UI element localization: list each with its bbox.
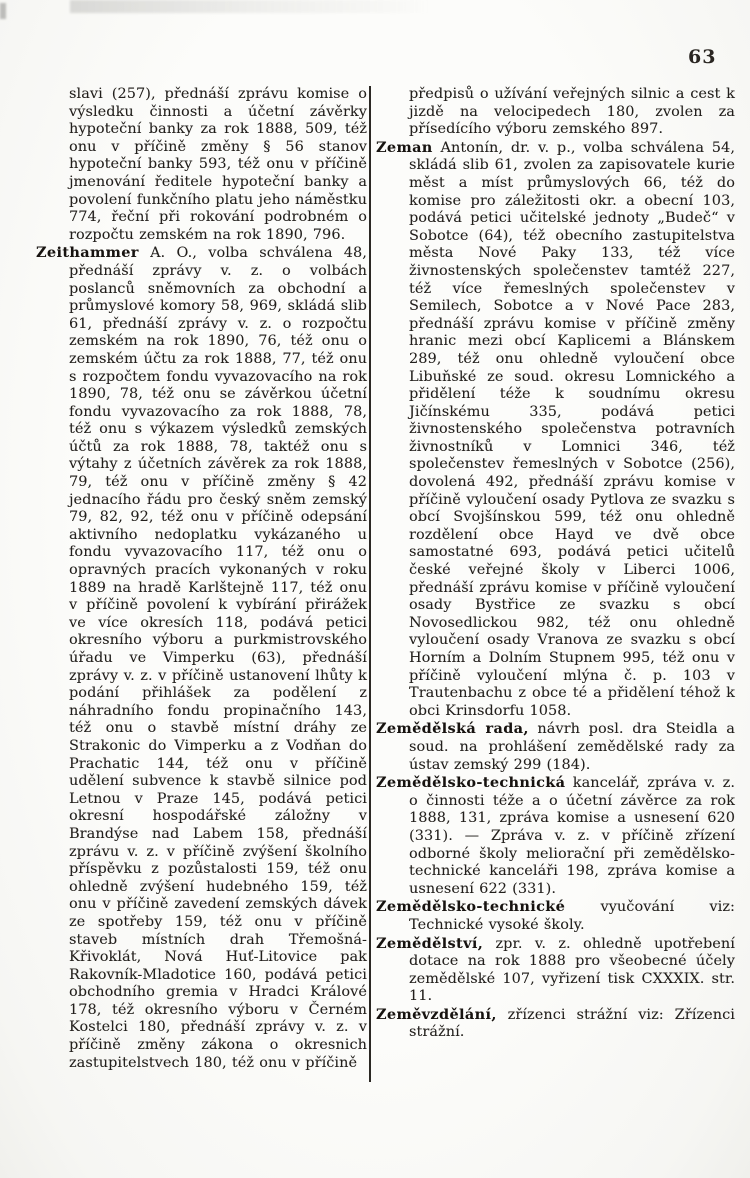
index-entry: [376, 1006, 735, 1042]
index-entry: [376, 774, 735, 898]
entry-headword: Zemědělská rada,: [376, 720, 529, 738]
index-entry: [376, 139, 735, 721]
entry-headword: Zemědělsko-technická: [376, 774, 566, 792]
continuation-paragraph: slavi (257), přednáší zprávu komise o výsledku činnosti a účetní závěrky hypoteční banky za rok 1888, 509, též onu v příčině změny § 56 stanov hypoteční banky 593, též onu v příčině jmenování ředitele hypoteční banky a povolení funkčního platu jeho náměstku 774, řeční při rokování podrobném o rozpočtu zemském na rok 1890, 796.: [69, 86, 367, 243]
entry-headword: Zemědělství,: [376, 934, 484, 952]
scan-artifact-corner: [0, 3, 6, 19]
index-entry: [36, 244, 367, 1072]
entry-headword: Zeměvzdělání,: [376, 1005, 497, 1023]
entry-text: vyučování viz: Technické vysoké školy.: [409, 899, 735, 933]
continuation-paragraph: předpisů o užívání veřejných silnic a cest k jizdě na velocipedech 180, zvolen za přísedícího výboru zemského 897.: [409, 86, 735, 138]
right-column: [376, 86, 735, 1042]
entry-text: zřízenci strážní viz: Zřízenci strážní.: [409, 1006, 735, 1041]
column-divider: [369, 86, 371, 1082]
index-entry: [376, 898, 735, 934]
scan-artifact-top: [70, 0, 430, 13]
index-entry: [376, 935, 735, 1006]
left-column: [36, 86, 367, 1072]
page-number: 63: [688, 46, 717, 68]
entry-text: kancelář, zpráva v. z. o činnosti téže a o účetní závěrce za rok 1888, 131, zpráva komise a usnesení 620 (331). — Zpráva v. z. v příčině zřízení odborné školy meliorační při zemědělsko-technické kanceláři 198, zpráva komise a usnesení 622 (331).: [409, 775, 735, 897]
entry-text: A. O., volba schválena 48, přednáší zprávy v. z. o volbách poslanců sněmovních za obchodní a průmyslové komory 58, 969, skládá slib 61, přednáší zprávy v. z. o rozpočtu zemském na rok 1890, 76, též onu o zemském účtu za rok 1888, 77, též onu s rozpočtem fondu vyvazovacího na rok 1890, 78, též onu se závěrkou účetní fondu vyvazovacího za rok 1888, 78, též onu s výkazem výsledků zemských účtů za rok 1888, 78, taktéž onu s výtahy z účetních závěrek za rok 1888, 79, též onu v příčině změny § 42 jednacího řádu pro český sněm zemský 79, 82, 92, též onu v příčině odepsání aktivního nedoplatku vykázaného u fondu vyvazovacího 117, též onu o opravných pracích vykonaných v roku 1889 na hradě Karlštejně 117, též onu v příčině povolení k vybírání přirážek ve více okresích 118, podává petici okresního výboru a purkmistrovského úřadu ve Vimperku (63), přednáší zprávy v. z. v příčině ustanovení lhůty k podání přihlášek za podělení z náhradního fondu propinačního 143, též onu o stavbě místní dráhy ze Strakonic do Vimperku a z Vodňan do Prachatic 144, též onu v příčině udělení subvence k stavbě silnice pod Letnou v Praze 145, podává petici okresní hospodářské záložny v Brandýse nad Labem 158, přednáší zprávu v. z. v příčině zvýšení školního příspěvku z pozůstalosti 159, též onu ohledně zvýšení hudebného 159, též onu v příčině zavedení zemských dávek ze spotřeby 159, též onu v příčině staveb místních drah Třemošná-Křivoklát, Nová Huť-Litovice pak Rakovník-Mladotice 160, podává petici obchodního gremia v Hradci Králové 178, též okresního výboru v Černém Kostelci 180, přednáší zprávy v. z. v příčině změny zákona o okresnich zastupitelstvech 180, též onu v příčině: [69, 245, 367, 1071]
entry-text: Antonín, dr. v. p., volba schválena 54, skládá slib 61, zvolen za zapisovatele kurie měst a míst průmyslových 66, též do komise pro záležitosti okr. a obecní 103, podává petici učitelské jednoty „Budeč“ v Sobotce (64), též obecního zastupitelstva města Nové Paky 133, též více živnostenských společenstev tamtéž 227, též více řemeslných společenstev v Semilech, Sobotce a v Nové Pace 283, přednáší zprávu komise v příčině změny hranic mezi obcí Kaplicemi a Blánskem 289, též onu ohledně vyloučení obce Libuňské ze soud. okresu Lomnického a přidělení téže k soudnímu okresu Jičínskému 335, podává petici živnostenského společenstva potravních živnostníků v Lomnici 346, též společenstev řemeslných v Sobotce (256), dovolená 492, přednáší zprávu komise v příčině vyloučení osady Pytlova ze svazku s obcí Svojšínskou 599, též onu ohledně rozdělení obce Hayd ve dvě obce samostatné 693, podává petici učitelů české veřejné školy v Liberci 1006, přednáší zprávu komise v příčině vyloučení osady Bystřice ze svazku s obcí Novosedlickou 982, též onu ohledně vyloučení osady Vranova ze svazku s obcí Horním a Dolním Stupnem 995, též onu v příčině vyloučení mlýna č. p. 103 v Trautenbachu z obce té a přidělení téhož k obci Krinsdorfu 1058.: [409, 139, 735, 719]
index-entry: [376, 720, 735, 774]
entry-text: zpr. v. z. ohledně upotřebení dotace na rok 1888 pro všeobecné účely zemědělské 107, vyřizení tisk CXXXIX. str. 11.: [409, 935, 735, 1005]
entry-text: návrh posl. dra Steidla a soud. na prohlášení zemědělské rady za ústav zemský 299 (184).: [409, 721, 735, 773]
entry-headword: Zeman: [376, 138, 433, 156]
entry-headword: Zeithammer: [36, 244, 139, 262]
entry-headword: Zemědělsko-technické: [376, 898, 566, 916]
